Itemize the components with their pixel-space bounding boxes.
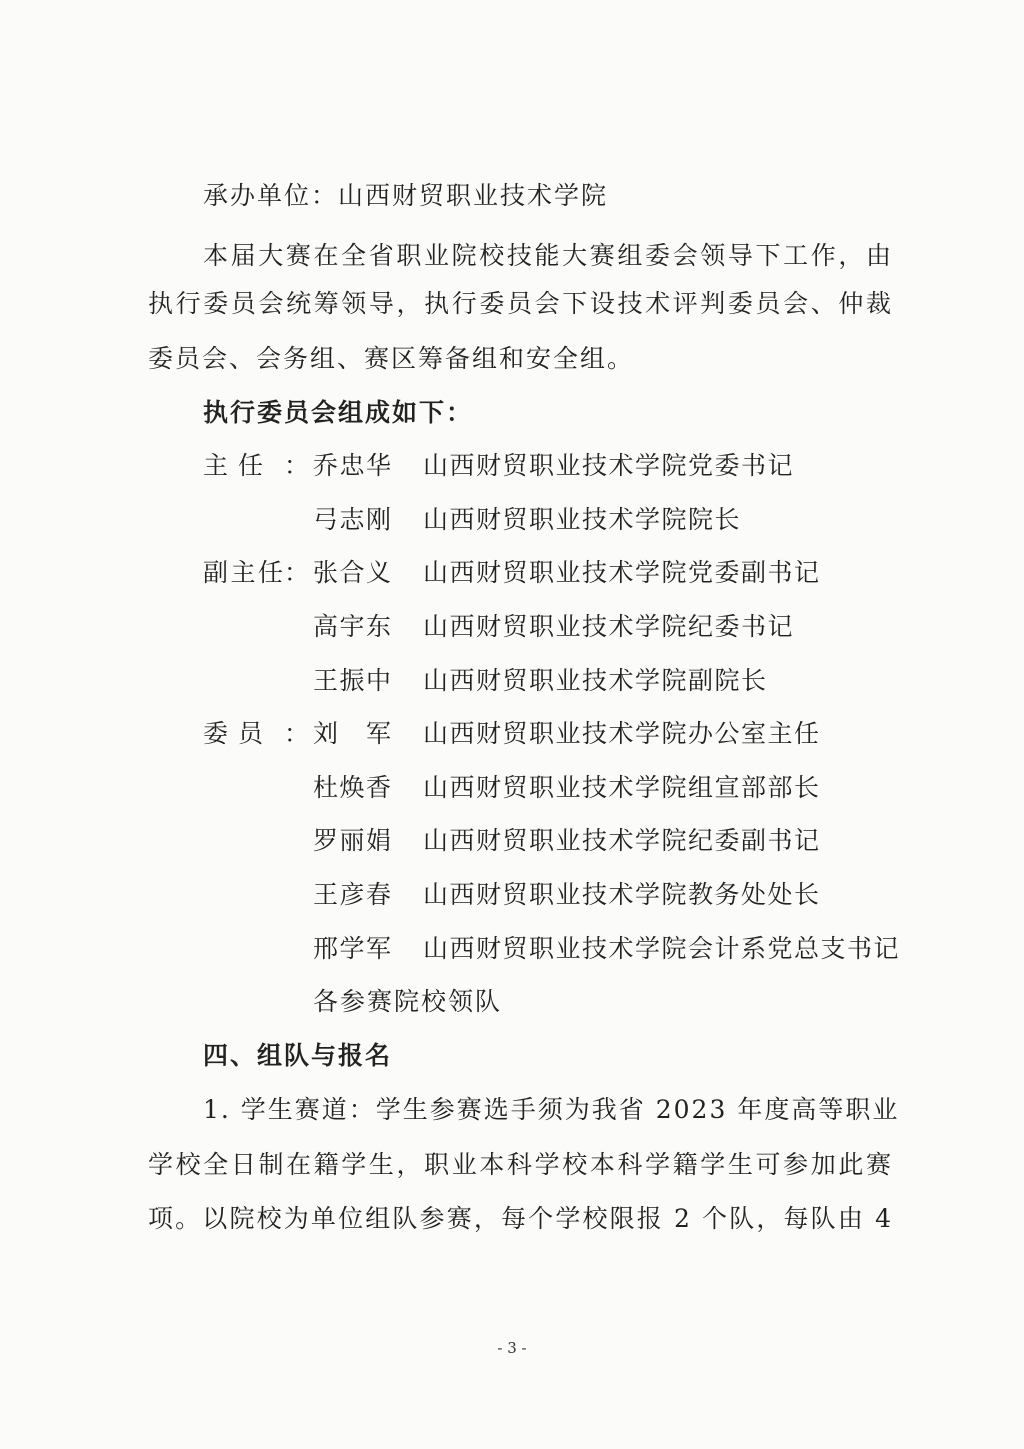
member-name: 刘军: [313, 719, 391, 748]
section-4-line-1: 1. 学生赛道：学生参赛选手须为我省 2023 年度高等职业: [203, 1095, 900, 1124]
member-name: 高宇东: [313, 612, 391, 641]
member-label: 委员: [203, 719, 263, 748]
member-name: 邢学军: [313, 934, 391, 963]
member-label-colon: ：: [284, 719, 310, 748]
member-role: 山西财贸职业技术学院组宣部部长: [423, 773, 821, 802]
member-role: 山西财贸职业技术学院纪委副书记: [423, 826, 821, 855]
intro-paragraph-line-2: 执行委员会统筹领导，执行委员会下设技术评判委员会、仲裁: [148, 289, 893, 318]
member-role: 山西财贸职业技术学院党委书记: [423, 451, 795, 480]
deputy-director-label: 副主任: [203, 558, 285, 587]
director-label: 主任: [203, 451, 263, 480]
member-name: 杜焕香: [313, 773, 391, 802]
member-role: 山西财贸职业技术学院纪委书记: [423, 612, 795, 641]
member-role: 山西财贸职业技术学院副院长: [423, 666, 768, 695]
intro-paragraph-line-3: 委员会、会务组、赛区筹备组和安全组。: [148, 344, 635, 373]
member-name: 乔忠华: [313, 451, 391, 480]
member-role: 山西财贸职业技术学院办公室主任: [423, 719, 821, 748]
member-role: 山西财贸职业技术学院会计系党总支书记: [423, 934, 901, 963]
host-unit-line: 承办单位：山西财贸职业技术学院: [203, 181, 609, 210]
intro-paragraph-line-1: 本届大赛在全省职业院校技能大赛组委会领导下工作，由: [203, 241, 893, 270]
section-4-line-2: 学校全日制在籍学生，职业本科学校本科学籍学生可参加此赛: [148, 1150, 893, 1179]
member-name: 王振中: [313, 666, 391, 695]
section-4-line-3: 项。以院校为单位组队参赛，每个学校限报 2 个队，每队由 4: [148, 1204, 893, 1233]
member-role: 山西财贸职业技术学院党委副书记: [423, 558, 821, 587]
member-role: 山西财贸职业技术学院教务处处长: [423, 880, 821, 909]
member-name: 罗丽娟: [313, 826, 391, 855]
member-name: 王彦春: [313, 880, 391, 909]
section-4-heading: 四、组队与报名: [203, 1041, 393, 1070]
member-name: 弓志刚: [313, 505, 391, 534]
deputy-label-colon: ：: [284, 558, 310, 587]
member-name: 张合义: [313, 558, 391, 587]
page-number: - 3 -: [497, 1339, 527, 1357]
director-label-colon: ：: [284, 451, 310, 480]
committee-heading: 执行委员会组成如下：: [203, 398, 474, 427]
member-role: 山西财贸职业技术学院院长: [423, 505, 742, 534]
team-leaders-line: 各参赛院校领队: [313, 987, 503, 1016]
